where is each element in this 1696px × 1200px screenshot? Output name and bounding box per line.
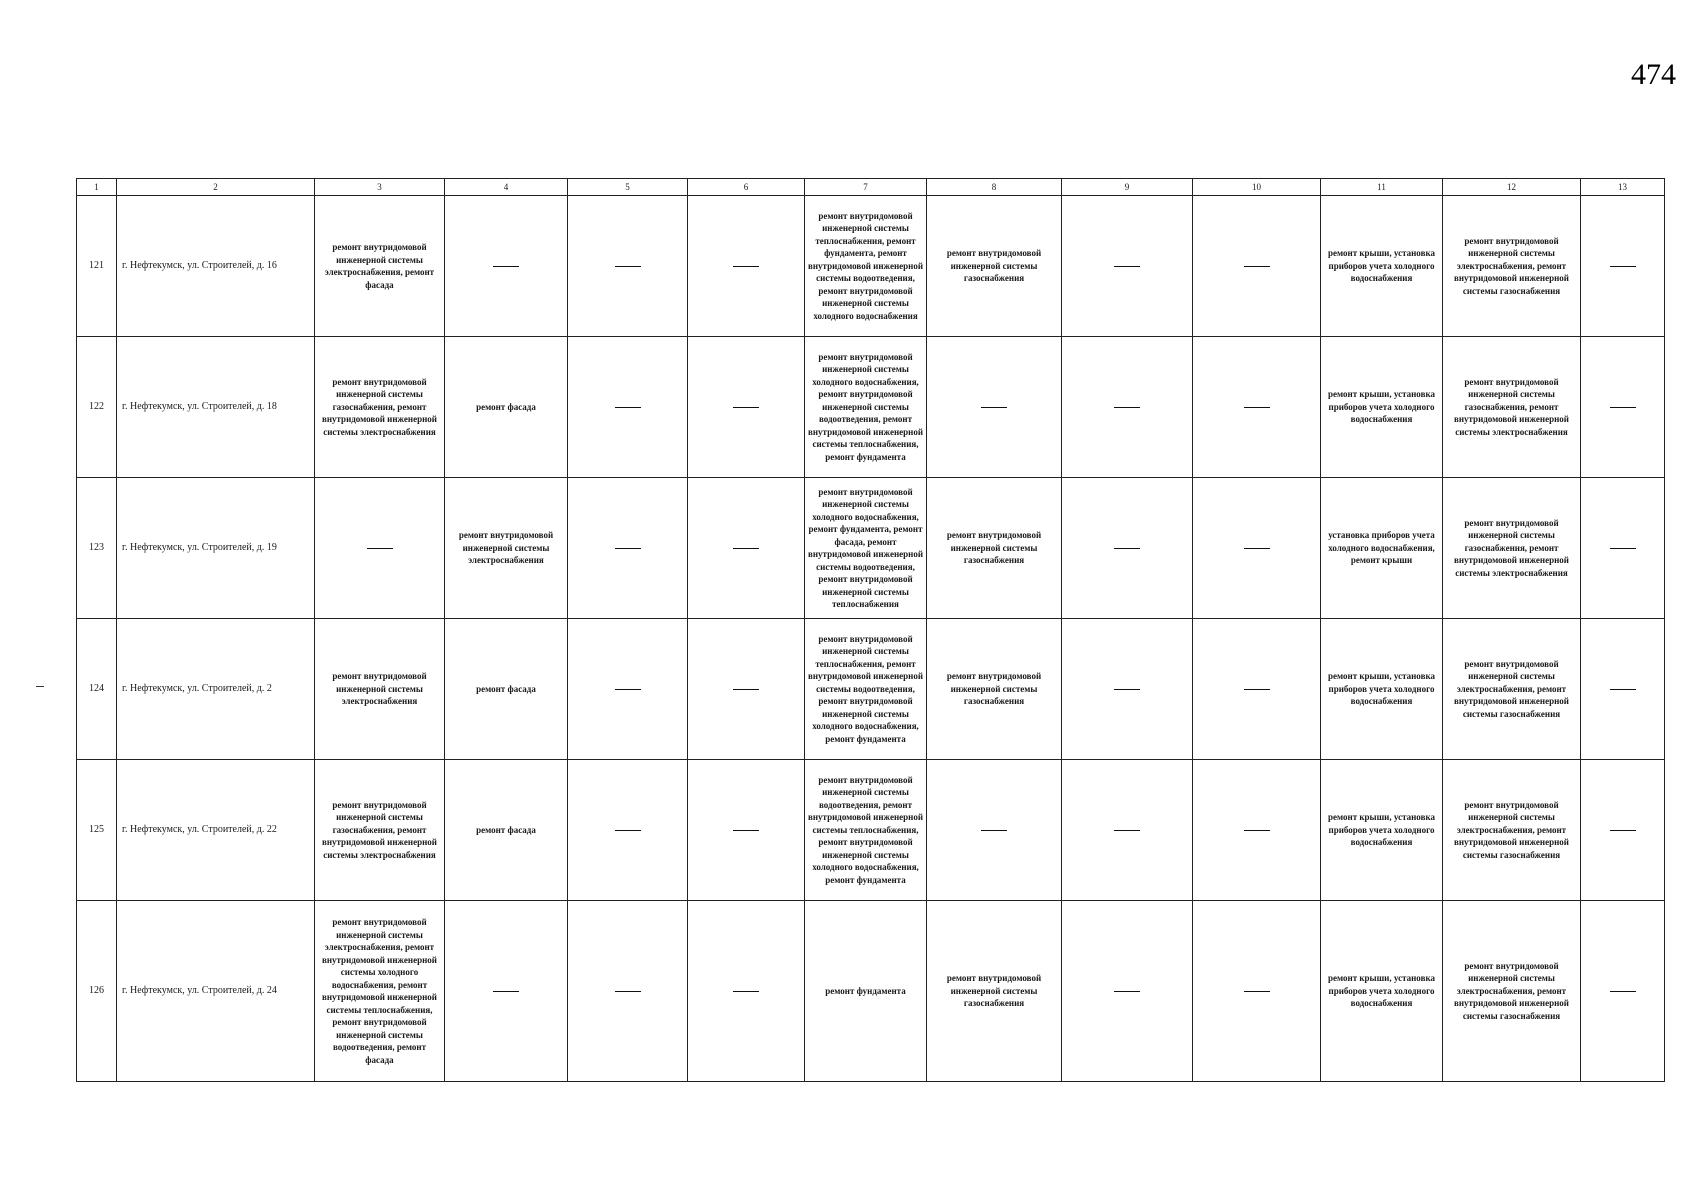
address-cell: г. Нефтекумск, ул. Строителей, д. 16 — [117, 196, 315, 337]
dash-mark — [615, 830, 641, 831]
dash-mark — [1114, 548, 1140, 549]
empty-cell-3 — [315, 478, 445, 619]
row-number: 125 — [77, 760, 117, 901]
column-number-6: 6 — [688, 179, 805, 196]
margin-mark — [36, 686, 44, 687]
empty-cell-5 — [568, 196, 688, 337]
dash-mark — [733, 991, 759, 992]
table-row — [77, 337, 1665, 478]
dash-mark — [1114, 991, 1140, 992]
empty-cell-5 — [568, 478, 688, 619]
column-number-10: 10 — [1193, 179, 1321, 196]
empty-cell-13 — [1581, 337, 1665, 478]
row-number: 123 — [77, 478, 117, 619]
column-number-2: 2 — [117, 179, 315, 196]
work-cell-7: ремонт внутридомовой инженерной системы холодного водоснабжения, ремонт фундамента, ремонт фасада, ремонт внутридомовой инженерной системы водоотведения, ремонт внутридомовой инженерной системы теплоснабжения — [805, 478, 927, 619]
dash-mark — [1244, 266, 1270, 267]
dash-mark — [1244, 830, 1270, 831]
empty-cell-9 — [1062, 337, 1193, 478]
empty-cell-13 — [1581, 760, 1665, 901]
row-number: 121 — [77, 196, 117, 337]
work-cell-8: ремонт внутридомовой инженерной системы газоснабжения — [927, 478, 1062, 619]
work-cell-12: ремонт внутридомовой инженерной системы электроснабжения, ремонт внутридомовой инженерной системы газоснабжения — [1443, 196, 1581, 337]
empty-cell-9 — [1062, 760, 1193, 901]
work-cell-7: ремонт внутридомовой инженерной системы водоотведения, ремонт внутридомовой инженерной системы теплоснабжения, ремонт внутридомовой инженерной системы холодного водоснабжения, ремонт фундамента — [805, 760, 927, 901]
dash-mark — [1114, 830, 1140, 831]
dash-mark — [733, 548, 759, 549]
work-cell-4: ремонт внутридомовой инженерной системы электроснабжения — [445, 478, 568, 619]
dash-mark — [367, 548, 393, 549]
dash-mark — [1610, 266, 1636, 267]
empty-cell-10 — [1193, 760, 1321, 901]
empty-cell-9 — [1062, 478, 1193, 619]
work-cell-11: ремонт крыши, установка приборов учета холодного водоснабжения — [1321, 196, 1443, 337]
dash-mark — [733, 407, 759, 408]
empty-cell-6 — [688, 901, 805, 1082]
work-cell-8: ремонт внутридомовой инженерной системы газоснабжения — [927, 196, 1062, 337]
work-cell-3: ремонт внутридомовой инженерной системы электроснабжения — [315, 619, 445, 760]
dash-mark — [1610, 689, 1636, 690]
work-cell-4: ремонт фасада — [445, 760, 568, 901]
work-cell-4: ремонт фасада — [445, 619, 568, 760]
address-cell: г. Нефтекумск, ул. Строителей, д. 18 — [117, 337, 315, 478]
empty-cell-5 — [568, 760, 688, 901]
work-cell-7: ремонт внутридомовой инженерной системы теплоснабжения, ремонт внутридомовой инженерной системы водоотведения, ремонт внутридомовой инженерной системы холодного водоснабжения, ремонт фундамента — [805, 619, 927, 760]
column-number-9: 9 — [1062, 179, 1193, 196]
empty-cell-10 — [1193, 337, 1321, 478]
table-row — [77, 478, 1665, 619]
column-number-4: 4 — [445, 179, 568, 196]
column-number-12: 12 — [1443, 179, 1581, 196]
empty-cell-5 — [568, 619, 688, 760]
work-cell-12: ремонт внутридомовой инженерной системы газоснабжения, ремонт внутридомовой инженерной системы электроснабжения — [1443, 478, 1581, 619]
dash-mark — [1244, 689, 1270, 690]
empty-cell-6 — [688, 478, 805, 619]
work-cell-8: ремонт внутридомовой инженерной системы газоснабжения — [927, 619, 1062, 760]
empty-cell-10 — [1193, 619, 1321, 760]
work-cell-7: ремонт внутридомовой инженерной системы теплоснабжения, ремонт фундамента, ремонт внутридомовой инженерной системы водоотведения, ремонт внутридомовой инженерной системы холодного водоснабжения — [805, 196, 927, 337]
work-cell-8: ремонт внутридомовой инженерной системы газоснабжения — [927, 901, 1062, 1082]
work-cell-11: ремонт крыши, установка приборов учета холодного водоснабжения — [1321, 760, 1443, 901]
empty-cell-13 — [1581, 196, 1665, 337]
dash-mark — [733, 689, 759, 690]
column-number-5: 5 — [568, 179, 688, 196]
work-cell-12: ремонт внутридомовой инженерной системы электроснабжения, ремонт внутридомовой инженерной системы газоснабжения — [1443, 901, 1581, 1082]
dash-mark — [615, 548, 641, 549]
empty-cell-9 — [1062, 901, 1193, 1082]
work-cell-3: ремонт внутридомовой инженерной системы электроснабжения, ремонт внутридомовой инженерной системы холодного водоснабжения, ремонт внутридомовой инженерной системы теплоснабжения, ремонт внутридомовой инженерной системы водоотведения, ремонт фасада — [315, 901, 445, 1082]
column-number-row — [77, 179, 1665, 196]
empty-cell-5 — [568, 337, 688, 478]
empty-cell-4 — [445, 901, 568, 1082]
dash-mark — [1610, 991, 1636, 992]
empty-cell-6 — [688, 196, 805, 337]
dash-mark — [1610, 548, 1636, 549]
column-number-1: 1 — [77, 179, 117, 196]
dash-mark — [733, 266, 759, 267]
dash-mark — [981, 830, 1007, 831]
work-cell-11: ремонт крыши, установка приборов учета холодного водоснабжения — [1321, 901, 1443, 1082]
empty-cell-8 — [927, 760, 1062, 901]
empty-cell-6 — [688, 337, 805, 478]
dash-mark — [1244, 548, 1270, 549]
address-cell: г. Нефтекумск, ул. Строителей, д. 22 — [117, 760, 315, 901]
work-cell-4: ремонт фасада — [445, 337, 568, 478]
dash-mark — [493, 991, 519, 992]
dash-mark — [981, 407, 1007, 408]
empty-cell-4 — [445, 196, 568, 337]
empty-cell-13 — [1581, 619, 1665, 760]
dash-mark — [615, 689, 641, 690]
empty-cell-6 — [688, 619, 805, 760]
table-row — [77, 619, 1665, 760]
empty-cell-9 — [1062, 619, 1193, 760]
page-number: 474 — [1631, 58, 1676, 91]
empty-cell-13 — [1581, 901, 1665, 1082]
address-cell: г. Нефтекумск, ул. Строителей, д. 19 — [117, 478, 315, 619]
row-number: 126 — [77, 901, 117, 1082]
table-body — [77, 196, 1665, 1082]
work-cell-11: установка приборов учета холодного водоснабжения, ремонт крыши — [1321, 478, 1443, 619]
work-cell-12: ремонт внутридомовой инженерной системы электроснабжения, ремонт внутридомовой инженерной системы газоснабжения — [1443, 760, 1581, 901]
dash-mark — [1114, 407, 1140, 408]
empty-cell-10 — [1193, 478, 1321, 619]
dash-mark — [615, 407, 641, 408]
dash-mark — [615, 266, 641, 267]
work-cell-7: ремонт фундамента — [805, 901, 927, 1082]
address-cell: г. Нефтекумск, ул. Строителей, д. 24 — [117, 901, 315, 1082]
dash-mark — [493, 266, 519, 267]
table-row — [77, 196, 1665, 337]
work-cell-3: ремонт внутридомовой инженерной системы электроснабжения, ремонт фасада — [315, 196, 445, 337]
work-cell-7: ремонт внутридомовой инженерной системы холодного водоснабжения, ремонт внутридомовой инженерной системы водоотведения, ремонт внутридомовой инженерной системы теплоснабжения, ремонт фундамента — [805, 337, 927, 478]
dash-mark — [1610, 407, 1636, 408]
table-row — [77, 760, 1665, 901]
empty-cell-6 — [688, 760, 805, 901]
dash-mark — [733, 830, 759, 831]
dash-mark — [1610, 830, 1636, 831]
dash-mark — [1114, 266, 1140, 267]
address-cell: г. Нефтекумск, ул. Строителей, д. 2 — [117, 619, 315, 760]
work-cell-11: ремонт крыши, установка приборов учета холодного водоснабжения — [1321, 337, 1443, 478]
empty-cell-10 — [1193, 196, 1321, 337]
repair-schedule-table — [76, 178, 1665, 1082]
empty-cell-8 — [927, 337, 1062, 478]
work-cell-11: ремонт крыши, установка приборов учета холодного водоснабжения — [1321, 619, 1443, 760]
empty-cell-9 — [1062, 196, 1193, 337]
work-cell-12: ремонт внутридомовой инженерной системы электроснабжения, ремонт внутридомовой инженерной системы газоснабжения — [1443, 619, 1581, 760]
column-number-3: 3 — [315, 179, 445, 196]
work-cell-12: ремонт внутридомовой инженерной системы газоснабжения, ремонт внутридомовой инженерной системы электроснабжения — [1443, 337, 1581, 478]
row-number: 124 — [77, 619, 117, 760]
empty-cell-13 — [1581, 478, 1665, 619]
dash-mark — [1114, 689, 1140, 690]
dash-mark — [615, 991, 641, 992]
column-number-7: 7 — [805, 179, 927, 196]
work-cell-3: ремонт внутридомовой инженерной системы газоснабжения, ремонт внутридомовой инженерной системы электроснабжения — [315, 337, 445, 478]
dash-mark — [1244, 407, 1270, 408]
row-number: 122 — [77, 337, 117, 478]
work-cell-3: ремонт внутридомовой инженерной системы газоснабжения, ремонт внутридомовой инженерной системы электроснабжения — [315, 760, 445, 901]
column-number-11: 11 — [1321, 179, 1443, 196]
dash-mark — [1244, 991, 1270, 992]
empty-cell-5 — [568, 901, 688, 1082]
column-number-8: 8 — [927, 179, 1062, 196]
empty-cell-10 — [1193, 901, 1321, 1082]
column-number-13: 13 — [1581, 179, 1665, 196]
table-row — [77, 901, 1665, 1082]
